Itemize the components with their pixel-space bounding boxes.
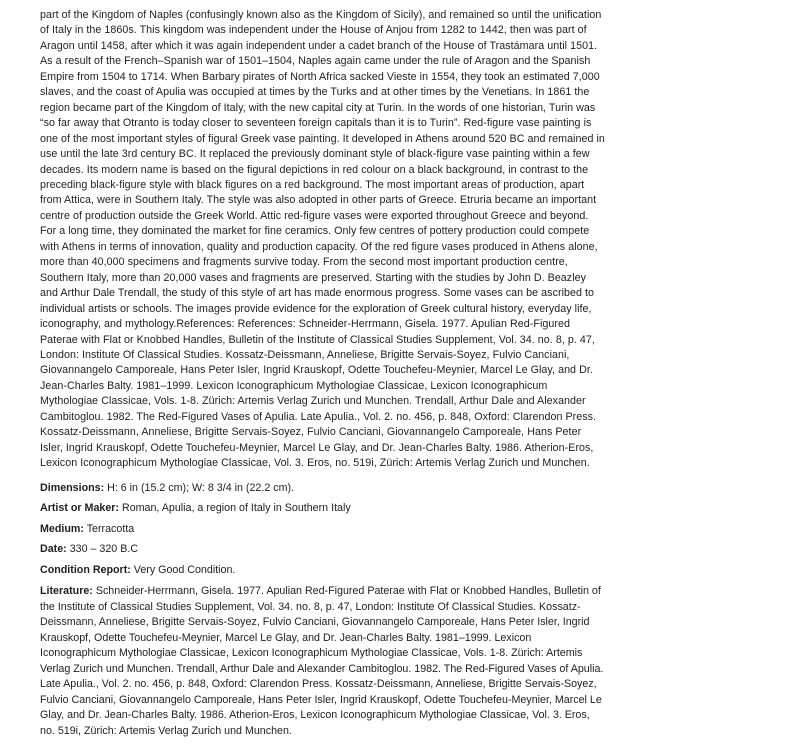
date-label: Date: <box>40 543 67 556</box>
literature-value: Schneider-Herrmann, Gisela. 1977. Apulian Red-Figured Paterae with Flat or Knobbed Handles, Bulletin of the Institute of Classical Studies Supplement, Vol. 34. no. 8, p. 47, London: Institute Of Classical Studies. Kossatz-Deissmann, Anneliese, Brigitte Servais-Soyez, Fulvio Canciani, Giovannangelo Camporeale, Hans Peter Isler, Ingrid Krauskopf, Odette Touchefeu-Meynier, Marcel Le Glay, and Dr. Jean-Charles Balty. 1981–1999. Lexicon Iconographicum Mythologiae Classicae, Lexicon Iconographicum Mythologiae Classicae, Vols. 1-8. Zürich: Artemis Verlag Zurich und Munchen. Trendall, Arthur Dale and Alexander Cambitoglou. 1982. The Red-Figured Vases of Apulia. Late Apulia., Vol. 2. no. 456, p. 848, Oxford: Clarendon Press. Kossatz-Deissmann, Anneliese, Brigitte Servais-Soyez, Fulvio Canciani, Giovannangelo Camporeale, Hans Peter Isler, Ingrid Krauskopf, Odette Touchefeu-Meynier, Marcel Le Glay, and Dr. Jean-Charles Balty. 1986. Atherion-Eros, Lexicon Iconographicum Mythologiae Classicae, Vol. 3. Eros, no. 519i, Zürich: Artemis Verlag Zurich und Munchen. <box>40 585 604 737</box>
medium-label: Medium: <box>40 522 84 535</box>
medium-value: Terracotta <box>83 522 135 535</box>
literature-label: Literature: <box>40 585 93 598</box>
date-field <box>40 542 606 558</box>
condition-field <box>40 563 606 579</box>
dimensions-value: H: 6 in (15.2 cm); W: 8 3/4 in (22.2 cm). <box>104 481 295 494</box>
condition-label: Condition Report: <box>40 563 131 576</box>
medium-field <box>40 522 606 538</box>
document-body <box>40 8 606 739</box>
description-paragraph: part of the Kingdom of Naples (confusingly known also as the Kingdom of Sicily), and remained so until the unification of Italy in the 1860s. This kingdom was independent under the House of Anjou from 1282 to 1442, then was part of Aragon until 1458, after which it was again independent under a cadet branch of the House of Trastámara until 1501. As a result of the French–Spanish war of 1501–1504, Naples again came under the rule of Aragon and the Spanish Empire from 1504 to 1714. When Barbary pirates of North Africa sacked Vieste in 1554, they took an estimated 7,000 slaves, and the coast of Apulia was occupied at times by the Turks and at other times by the Venetians. In 1861 the region became part of the Kingdom of Italy, with the new capital city at Turin. In the words of one historian, Turin was “so far away that Otranto is today closer to seventeen foreign capitals than it is to Turin”. Red-figure vase painting is one of the most important styles of figural Greek vase painting. It developed in Athens around 520 BC and remained in use until the late 3rd century BC. It replaced the previously dominant style of black-figure vase painting within a few decades. Its modern name is based on the figural depictions in red colour on a black background, in contrast to the preceding black-figure style with black figures on a red background. The most important areas of production, apart from Attica, were in Southern Italy. The style was also adopted in other parts of Greece. Etruria became an important centre of production outside the Greek World. Attic red-figure vases were exported throughout Greece and beyond. For a long time, they dominated the market for fine ceramics. Only few centres of pottery production could compete with Athens in terms of innovation, quality and production capacity. Of the red figure vases produced in Athens alone, more than 40,000 specimens and fragments survive today. From the second most important production centre, Southern Italy, more than 20,000 vases and fragments are preserved. Starting with the studies by John D. Beazley and Arthur Dale Trendall, the study of this style of art has made enormous progress. Some vases can be ascribed to individual artists or schools. The images provide evidence for the exploration of Greek cultural history, everyday life, iconography, and mythology.References: References: Schneider-Herrmann, Gisela. 1977. Apulian Red-Figured Paterae with Flat or Knobbed Handles, Bulletin of the Institute of Classical Studies Supplement, Vol. 34. no. 8, p. 47, London: Institute Of Classical Studies. Kossatz-Deissmann, Anneliese, Brigitte Servais-Soyez, Fulvio Canciani, Giovannangelo Camporeale, Hans Peter Isler, Ingrid Krauskopf, Odette Touchefeu-Meynier, Marcel Le Glay, and Dr. Jean-Charles Balty. 1981–1999. Lexicon Iconographicum Mythologiae Classicae, Lexicon Iconographicum Mythologiae Classicae, Vols. 1-8. Zürich: Artemis Verlag Zurich und Munchen. Trendall, Arthur Dale and Alexander Cambitoglou. 1982. The Red-Figured Vases of Apulia. Late Apulia., Vol. 2. no. 456, p. 848, Oxford: Clarendon Press. Kossatz-Deissmann, Anneliese, Brigitte Servais-Soyez, Fulvio Canciani, Giovannangelo Camporeale, Hans Peter Isler, Ingrid Krauskopf, Odette Touchefeu-Meynier, Marcel Le Glay, and Dr. Jean-Charles Balty. 1986. Atherion-Eros, Lexicon Iconographicum Mythologiae Classicae, Vol. 3. Eros, no. 519i, Zürich: Artemis Verlag Zurich und Munchen. <box>40 9 605 470</box>
artist-field <box>40 501 606 517</box>
condition-value: Very Good Condition. <box>130 563 236 576</box>
artist-value: Roman, Apulia, a region of Italy in Southern Italy <box>119 502 351 515</box>
literature-field <box>40 584 606 739</box>
date-value: 330 – 320 B.C <box>66 543 139 556</box>
dimensions-field <box>40 481 606 497</box>
artist-label: Artist or Maker: <box>40 502 119 515</box>
dimensions-label: Dimensions: <box>40 481 105 494</box>
